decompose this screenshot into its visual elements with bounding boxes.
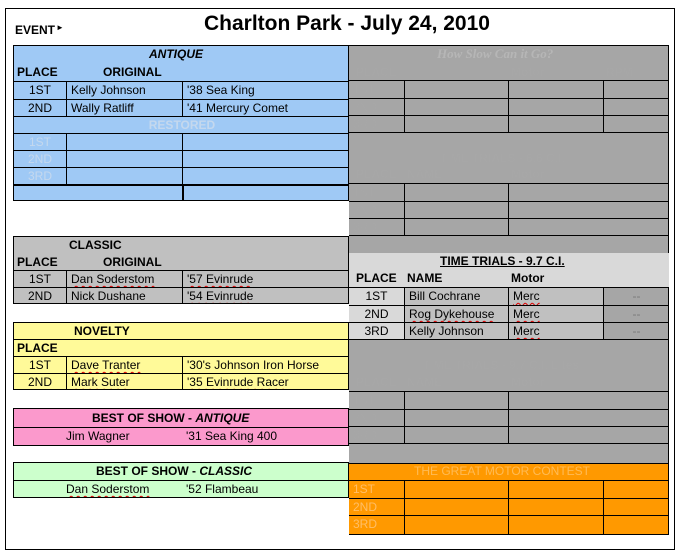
tt66-col-motor: Motor: [511, 167, 545, 181]
tt97-row3-place: 3RD: [349, 322, 404, 339]
tt97-row2-motor: Merc: [508, 305, 603, 322]
great-motor-place-1: 1ST: [349, 480, 404, 498]
tt97-row3-motor: Merc: [508, 322, 603, 339]
novelty-row1-place: 1ST: [14, 356, 66, 373]
novelty-row1-item: '30's Johnson Iron Horse: [182, 356, 350, 373]
restored-place-1: 1ST: [14, 133, 66, 150]
tt97lites-place-2: 2ND: [349, 409, 404, 426]
tt97lites-col-motor: Motor: [511, 375, 545, 389]
antique-section: [13, 45, 349, 201]
best-classic-section: [13, 462, 349, 498]
antique-row1-place: 1ST: [14, 81, 66, 99]
best-antique-heading: BEST OF SHOW - ANTIQUE: [92, 411, 250, 425]
slow-bottom-rule: [349, 132, 669, 133]
tt97lites-col-name: NAME: [407, 375, 443, 389]
novelty-heading: NOVELTY: [74, 324, 130, 338]
slow-motor-1: [508, 80, 603, 98]
classic-row2-name: Nick Dushane: [66, 287, 182, 303]
restored-empty-1: [14, 184, 182, 200]
tt97lites-name-1: [404, 391, 508, 409]
best-antique-section: [13, 408, 349, 446]
best-classic-item: '52 Flambeau: [182, 480, 350, 497]
slow-name-2: [404, 98, 508, 115]
slow-name-1: [404, 80, 508, 98]
novelty-col-place: PLACE: [14, 339, 350, 356]
slow-motor-2: [508, 98, 603, 115]
best-antique-item: '31 Sea King 400: [182, 427, 350, 445]
antique-row1-name: Kelly Johnson: [66, 81, 182, 99]
slow-rpm-3: [603, 115, 669, 132]
restored-name-2: [66, 150, 182, 167]
tt97lites-name-3: [404, 426, 508, 443]
great-motor-extra-1: [603, 480, 669, 498]
antique-heading: ANTIQUE: [149, 47, 203, 61]
great-motor-heading: THE GREAT MOTOR CONTEST: [414, 464, 591, 478]
tt66-motor-1: [508, 183, 669, 201]
arrow-icon: ►: [56, 23, 64, 32]
slow-motor-3: [508, 115, 603, 132]
novelty-row2-place: 2ND: [14, 373, 66, 389]
best-antique-name: Jim Wagner: [14, 427, 182, 445]
restored-item-1: [182, 133, 350, 150]
restored-heading: RESTORED: [14, 116, 350, 133]
page-title: Charlton Park - July 24, 2010: [204, 12, 490, 35]
novelty-row1-name: Dave Tranter: [66, 356, 182, 373]
tt66-motor-2: [508, 201, 669, 218]
antique-row2-name: Wally Ratliff: [66, 99, 182, 116]
tt66-place-3: 3RD: [349, 218, 404, 235]
tt66-heading: TIME TRIALS - 6.6 C.I.: [440, 151, 565, 165]
great-motor-motor-3: [508, 515, 603, 534]
antique-col-place: PLACE: [17, 65, 58, 79]
classic-row1-name: Dan Soderstom: [66, 270, 182, 287]
slow-place-3: 3RD: [349, 115, 404, 132]
tt97lites-name-2: [404, 409, 508, 426]
slow-col-rpm: RPM: [606, 65, 633, 79]
restored-empty-2: [182, 184, 350, 200]
tt97-col-name: NAME: [407, 271, 443, 285]
tt66-place-2: 2ND: [349, 201, 404, 218]
restored-place-2: 2ND: [14, 150, 66, 167]
restored-name-3: [66, 167, 182, 184]
tt97-row2-place: 2ND: [349, 305, 404, 322]
slow-rpm-2: [603, 98, 669, 115]
novelty-row2-name: Mark Suter: [66, 373, 182, 389]
tt97-row3-name: Kelly Johnson: [404, 322, 508, 339]
tt66-motor-3: [508, 218, 669, 235]
great-motor-extra-3: [603, 515, 669, 534]
great-motor-place-2: 2ND: [349, 498, 404, 515]
tt97lites-col-place: PLACE: [356, 375, 397, 389]
restored-place-3: 3RD: [14, 167, 66, 184]
tt97-row1-name: Bill Cochrane: [404, 287, 508, 305]
tt97-row1-motor: Merc: [508, 287, 603, 305]
tt97lites-place-1: 1ST: [349, 391, 404, 409]
great-motor-motor-1: [508, 480, 603, 498]
antique-row2-place: 2ND: [14, 99, 66, 116]
tt97-row1-place: 1ST: [349, 287, 404, 305]
great-motor-place-3: 3RD: [349, 515, 404, 534]
tt97-heading: TIME TRIALS - 9.7 C.I.: [440, 254, 565, 268]
classic-heading: CLASSIC: [69, 238, 122, 252]
best-classic-name: Dan Soderstom: [14, 480, 182, 497]
tt66-name-1: [404, 183, 508, 201]
slow-heading: How Slow Can it Go?: [437, 46, 554, 61]
classic-row2-item: '54 Evinrude: [182, 287, 350, 303]
great-motor-name-2: [404, 498, 508, 515]
tt97-row2-name: Rog Dykehouse: [404, 305, 508, 322]
restored-item-2: [182, 150, 350, 167]
slow-place-1: 1ST: [349, 80, 404, 98]
novelty-row2-item: '35 Evinrude Racer: [182, 373, 350, 389]
tt97-row1-extra: --: [603, 287, 669, 305]
tt97lites-motor-1: [508, 391, 669, 409]
tt66-place-1: 1ST: [349, 183, 404, 201]
tt97lites-place-3: 3RD: [349, 426, 404, 443]
slow-name-3: [404, 115, 508, 132]
great-motor-name-1: [404, 480, 508, 498]
novelty-section: [13, 322, 349, 390]
tt97-row2-extra: --: [603, 305, 669, 322]
restored-name-1: [66, 133, 182, 150]
tt97-col-motor: Motor: [511, 271, 545, 285]
classic-col-place: PLACE: [17, 255, 58, 269]
best-classic-heading: BEST OF SHOW - CLASSIC: [96, 464, 253, 478]
great-motor-name-3: [404, 515, 508, 534]
tt97lites-bottom-rule: [349, 443, 669, 444]
tt66-col-name: NAME: [407, 167, 443, 181]
classic-row1-place: 1ST: [14, 270, 66, 287]
slow-place-2: 2ND: [349, 98, 404, 115]
antique-row2-item: '41 Mercury Comet: [182, 99, 350, 116]
tt97-col-place: PLACE: [356, 271, 397, 285]
slow-col-place: PLACE: [356, 65, 397, 79]
antique-col-original: ORIGINAL: [103, 65, 162, 79]
slow-rpm-1: [603, 80, 669, 98]
tt97-row3-extra: --: [603, 322, 669, 339]
classic-section: [13, 236, 349, 304]
tt66-col-place: PLACE: [356, 167, 397, 181]
tt66-name-2: [404, 201, 508, 218]
restored-item-3: [182, 167, 350, 184]
classic-row2-place: 2ND: [14, 287, 66, 303]
great-motor-motor-2: [508, 498, 603, 515]
slow-col-motor: Motor: [511, 65, 545, 79]
tt97-bottom-rule: [349, 339, 669, 340]
classic-col-original: ORIGINAL: [103, 255, 162, 269]
tt66-name-3: [404, 218, 508, 235]
antique-row1-item: '38 Sea King: [182, 81, 350, 99]
tt97lites-heading: TIME TRIALS - 9.7 C.I. Lites: [423, 358, 580, 372]
tt66-bottom-rule: [349, 235, 669, 236]
great-motor-extra-2: [603, 498, 669, 515]
classic-row1-item: '57 Evinrude: [182, 270, 350, 287]
tt97lites-motor-2: [508, 409, 669, 426]
event-label: EVENT►: [15, 23, 64, 37]
tt97lites-motor-3: [508, 426, 669, 443]
